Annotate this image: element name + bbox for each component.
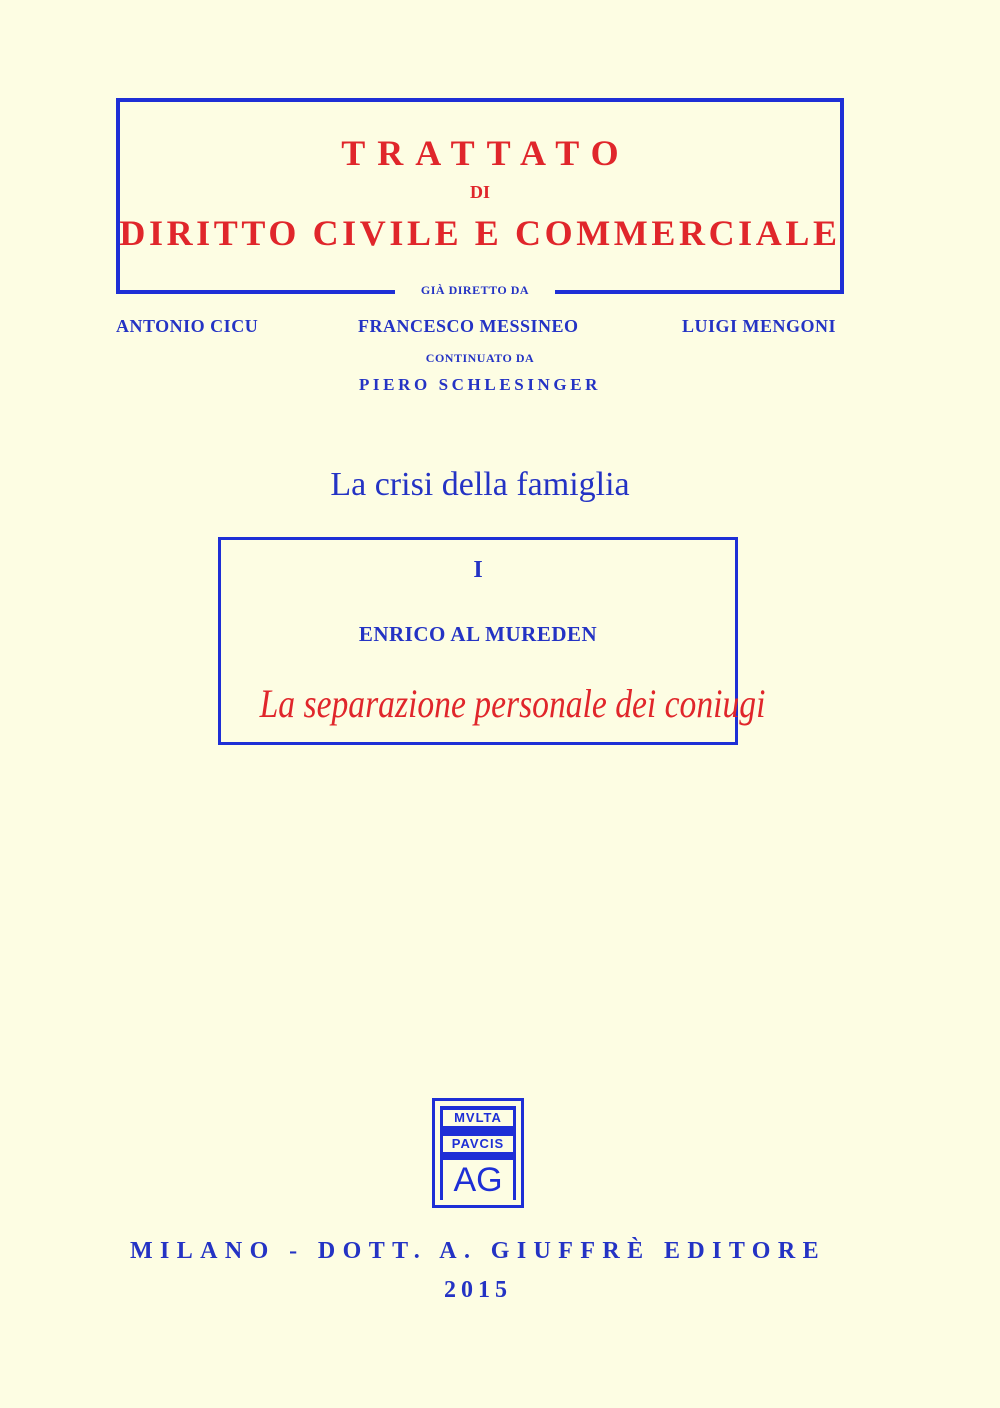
directed-label: GIÀ DIRETTO DA [420, 283, 530, 297]
volume-number: I [473, 557, 483, 583]
logo-motto-line: MVLTA [443, 1110, 513, 1126]
publisher-imprint: MILANO - DOTT. A. GIUFFRÈ EDITORE [129, 1238, 827, 1264]
logo-field [440, 1106, 516, 1200]
director-name: ANTONIO CICU [116, 316, 259, 336]
continuer-name: PIERO SCHLESINGER [358, 375, 602, 394]
author-name: ENRICO AL MUREDEN [358, 622, 598, 646]
publisher-logo [432, 1098, 524, 1208]
director-name: LUIGI MENGONI [682, 316, 837, 336]
continued-label: CONTINUATO DA [425, 351, 535, 365]
book-title: La separazione personale dei coniugi [259, 681, 766, 726]
logo-monogram: AG [443, 1160, 513, 1200]
subject-title: La crisi della famiglia [330, 466, 630, 503]
series-subtitle: DIRITTO CIVILE E COMMERCIALE [119, 213, 841, 253]
director-name: FRANCESCO MESSINEO [358, 316, 579, 336]
series-di: DI [469, 182, 490, 202]
publication-year: 2015 [444, 1277, 512, 1303]
logo-motto-line: PAVCIS [443, 1136, 513, 1152]
series-title: TRATTATO [341, 133, 631, 173]
